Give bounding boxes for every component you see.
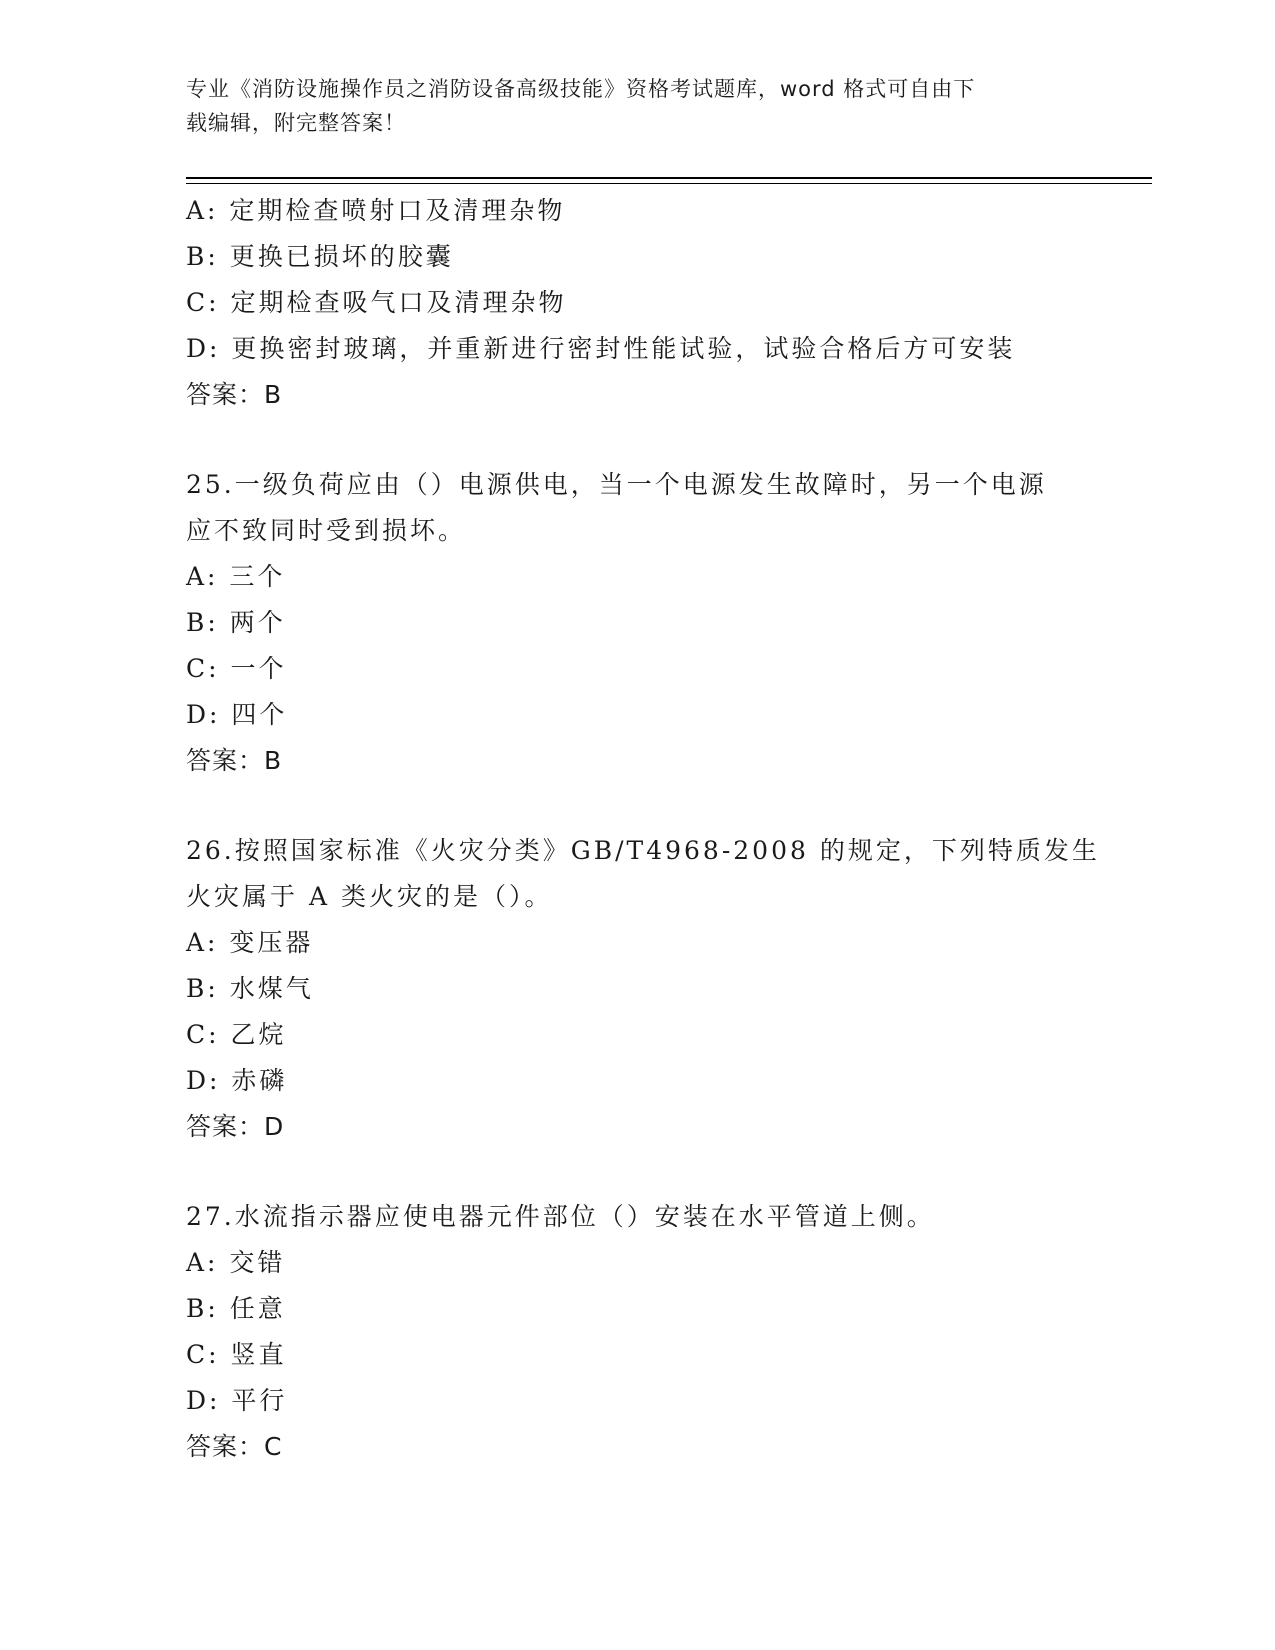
question-spacer	[186, 418, 1086, 462]
answer-line: 答案：C	[186, 1432, 283, 1461]
option-d: D: 赤磷	[186, 1066, 288, 1095]
option-a: A: 三个	[186, 562, 286, 591]
answer-line: 答案：B	[186, 746, 283, 775]
option-b: B: 两个	[186, 608, 286, 637]
option-c: C: 定期检查吸气口及清理杂物	[186, 288, 567, 317]
question-spacer	[186, 1150, 1086, 1194]
answer-line: 答案：D	[186, 1112, 285, 1141]
option-b: B: 更换已损坏的胶囊	[186, 242, 454, 271]
option-b: B: 任意	[186, 1294, 286, 1323]
answer-line: 答案：B	[186, 380, 283, 409]
question-25	[186, 462, 1086, 784]
option-b: B: 水煤气	[186, 974, 314, 1003]
option-d: D: 平行	[186, 1386, 288, 1415]
document-header	[186, 72, 1066, 140]
question-stem-line-1: 25.一级负荷应由（）电源供电，当一个电源发生故障时，另一个电源	[186, 470, 1047, 499]
option-c: C: 乙烷	[186, 1020, 287, 1049]
option-c: C: 竖直	[186, 1340, 287, 1369]
header-line-2: 载编辑，附完整答案！	[186, 111, 406, 135]
question-stem-line-2: 火灾属于 A 类火灾的是（）。	[186, 882, 553, 911]
option-d: D: 四个	[186, 700, 288, 729]
question-stem-line-2: 应不致同时受到损坏。	[186, 516, 467, 545]
header-divider-thick	[186, 177, 1152, 179]
option-a: A: 定期检查喷射口及清理杂物	[186, 196, 566, 225]
question-list	[186, 188, 1100, 1470]
header-divider-thin	[186, 183, 1152, 184]
question-stem-line-1: 27.水流指示器应使电器元件部位（）安装在水平管道上侧。	[186, 1202, 935, 1231]
header-line-1: 专业《消防设施操作员之消防设备高级技能》资格考试题库，word 格式可自由下	[186, 77, 976, 101]
option-c: C: 一个	[186, 654, 287, 683]
option-a: A: 变压器	[186, 928, 314, 957]
option-d: D: 更换密封玻璃，并重新进行密封性能试验，试验合格后方可安装	[186, 334, 1016, 363]
question-27	[186, 1194, 1086, 1470]
question-spacer	[186, 784, 1086, 828]
question-stem-line-1: 26.按照国家标准《火灾分类》GB/T4968-2008 的规定，下列特质发生	[186, 836, 1100, 865]
question-26	[186, 828, 1100, 1150]
option-a: A: 交错	[186, 1248, 286, 1277]
question-24	[186, 188, 1086, 418]
